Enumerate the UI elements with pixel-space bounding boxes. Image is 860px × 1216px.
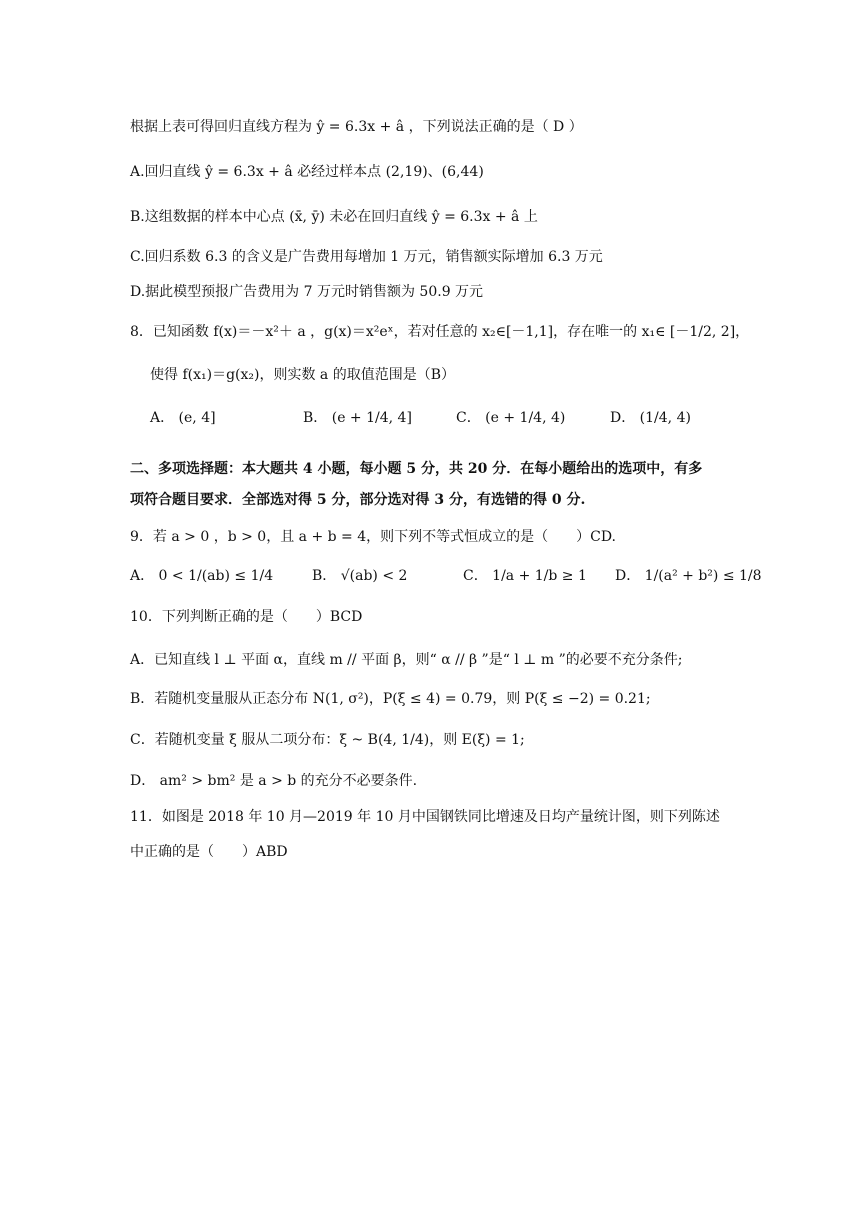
q10-option-c: C．若随机变量 ξ 服从二项分布：ξ ~ B(4, 1/4)，则 E(ξ) = 1; [130,732,525,748]
q8-option-d: D． (1/4, 4) [610,410,691,426]
q10-option-b: B．若随机变量服从正态分布 N(1, σ²)，P(ξ ≤ 4) = 0.79，则 P(ξ ≤ −2) = 0.21; [130,691,651,707]
section-2-heading-line-1: 二、多项选择题：本大题共 4 小题，每小题 5 分，共 20 分．在每小题给出的选项中，有多 [130,461,703,477]
q11-stem-line-2: 中正确的是（ ）ABD [130,844,288,860]
q9-option-a: A． 0 < 1/(ab) ≤ 1/4 [130,568,274,584]
q7-option-d: D.据此模型预报广告费用为 7 万元时销售额为 50.9 万元 [130,284,484,300]
q8-stem-continued: 使得 f(x₁)＝g(x₂)，则实数 a 的取值范围是（B） [150,367,455,383]
q10-stem: 10．下列判断正确的是（ ）BCD [130,609,363,625]
q9-stem: 9．若 a > 0 ，b > 0，且 a + b = 4，则下列不等式恒成立的是（ ）CD. [130,529,617,545]
q8-option-c: C． (e + 1/4, 4) [456,410,566,426]
q10-option-d: D． am² > bm² 是 a > b 的充分不必要条件. [130,773,418,789]
section-2-heading-line-2: 项符合题目要求．全部选对得 5 分，部分选对得 3 分，有选错的得 0 分. [130,492,586,508]
q7-stem: 根据上表可得回归直线方程为 ŷ = 6.3x + â ，下列说法正确的是（ D ） [130,119,583,135]
q8-option-b: B． (e + 1/4, 4] [303,410,412,426]
q8-option-a: A． (e, 4] [150,410,216,426]
q7-option-a: A.回归直线 ŷ = 6.3x + â 必经过样本点 (2,19)、(6,44) [130,164,484,180]
q10-option-a: A．已知直线 l ⊥ 平面 α，直线 m // 平面 β，则“ α // β ”是“ l ⊥ m ”的必要不充分条件; [130,652,683,668]
q8-stem: 8．已知函数 f(x)＝－x²＋ a ，g(x)＝x²eˣ，若对任意的 x₂∈[－1,1]，存在唯一的 x₁∈ [－1/2, 2]， [130,324,750,340]
q9-option-c: C． 1/a + 1/b ≥ 1 [463,568,587,584]
q11-stem-line-1: 11．如图是 2018 年 10 月—2019 年 10 月中国钢铁同比增速及日均产量统计图，则下列陈述 [130,809,720,825]
q9-option-b: B． √(ab) < 2 [312,568,408,584]
q7-option-b: B.这组数据的样本中心点 (x̄, ȳ) 未必在回归直线 ŷ = 6.3x + â 上 [130,209,538,225]
q9-option-d: D． 1/(a² + b²) ≤ 1/8 [615,568,762,584]
q7-option-c: C.回归系数 6.3 的含义是广告费用每增加 1 万元，销售额实际增加 6.3 万元 [130,249,603,265]
